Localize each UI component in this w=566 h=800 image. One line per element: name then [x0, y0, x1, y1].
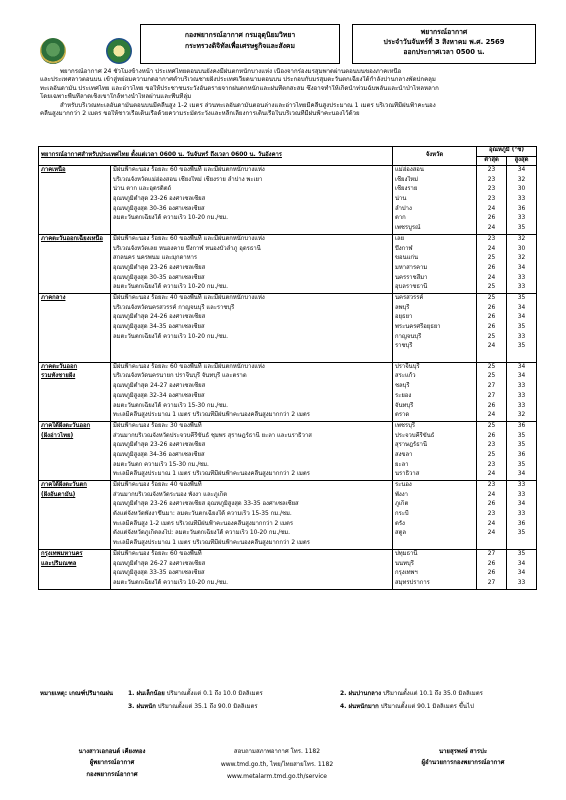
province-name-column: [393, 362, 477, 421]
min-temp-column: [477, 549, 507, 589]
max-temp: [509, 352, 534, 362]
province-name-column: [393, 549, 477, 589]
max-temp: 34: [517, 304, 526, 311]
director-name: นายสุรพงษ์ สารปะ: [438, 748, 488, 755]
province-name: เลย: [395, 235, 405, 242]
province-name: ชลบุรี: [395, 383, 410, 390]
province-name: กรุงเทพฯ: [395, 570, 418, 577]
min-temp: 26: [487, 432, 496, 439]
min-temp: 24: [487, 225, 496, 232]
max-temp: 36: [517, 520, 526, 527]
province-name: น่าน: [395, 196, 407, 203]
max-temp: 34: [517, 373, 526, 380]
min-temp: 23: [487, 511, 496, 518]
forecast-title: พยากรณ์อากาศ: [420, 28, 468, 36]
province-name: ตรัง: [395, 520, 405, 527]
min-temp: 25: [487, 294, 496, 301]
max-temp: 34: [517, 471, 526, 478]
province-name: ภูเก็ต: [395, 501, 409, 508]
rain-criteria-4: 4. ฝนหนักมาก ปริมาณตั้งแต่ 90.1 มิลลิเมตร ขึ้นไป: [340, 703, 474, 710]
min-temp: 24: [487, 491, 496, 498]
min-temp: 26: [487, 560, 496, 567]
province-name: ราชบุรี: [395, 343, 413, 350]
min-temp: 23: [487, 196, 496, 203]
region-row: [39, 421, 537, 480]
min-temp-column: [477, 362, 507, 421]
max-temp-column: [507, 481, 537, 550]
region-row: [39, 234, 537, 293]
footer-right: [388, 746, 538, 769]
province-name: สตูล: [395, 530, 407, 537]
min-temp: 24: [487, 471, 496, 478]
region-forecast: มีฝนฟ้าคะนอง ร้อยละ 30 ของพื้นที่ ส่วนมากบริเวณจังหวัดประจวบคีรีขันธ์ ชุมพร สุราษฎร์ธานี ยะลา และนราธิวาส อุณหภูมิต่ำสุด 23-26 องศาเซลเซียส อุณหภูมิสูงสุด 34-36 องศาเซลเซียส ลมตะวันตก ความเร็ว 15-30 กม./ชม. ทะเลมีคลื่นสูงประมาณ 1 เมตร บริเวณที่มีฝนฟ้าคะนองคลื่นสูงมากกว่า 2 เมตร: [111, 421, 393, 480]
min-temp: 25: [487, 451, 496, 458]
min-temp: 25: [487, 363, 496, 370]
province-name: พระนครศรีอยุธยา: [395, 324, 441, 330]
region-forecast: มีฝนฟ้าคะนอง ร้อยละ 60 ของพื้นที่ และมีฝนตกหนักบางแห่ง บริเวณจังหวัดนครนายก ปราจีนบุรี จันทบุรี และตราด อุณหภูมิต่ำสุด 24-27 องศาเซลเซียส อุณหภูมิสูงสุด 32-34 องศาเซลเซียส ลมตะวันตกเฉียงใต้ ความเร็ว 15-30 กม./ชม. ทะเลมีคลื่นสูงประมาณ 1 เมตร บริเวณที่มีฝนฟ้าคะนองคลื่นสูงมากกว่า 2 เมตร: [111, 362, 393, 421]
province-name: ประจวบคีรีขันธ์: [395, 432, 435, 439]
min-temp: 26: [487, 324, 496, 330]
province-name: ลำปาง: [395, 205, 412, 212]
min-temp: 26: [487, 264, 496, 271]
province-name: มหาสารคาม: [395, 264, 428, 271]
max-temp-column: [507, 362, 537, 421]
province-name-column: [393, 293, 477, 362]
summary-line: พยากรณ์อากาศ 24 ชั่วโมงข้างหน้า ประเทศไทยตอนบนยังคงมีฝนตกหนักบางแห่ง เนื่องจากร่องมรสุมพาดผ่านตอนบนของภาคเหนือ: [60, 68, 402, 75]
table-period-header: พยากรณ์อากาศสำหรับประเทศไทย ตั้งแต่เวลา 0600 น. วันจันทร์ ถึงเวลา 0600 น. วันอังคาร: [39, 147, 393, 166]
max-temp: 33: [517, 274, 526, 281]
summary-line: และประเทศลาวตอนบน เข้าสู่หย่อมความกดอากาศต่ำบริเวณชายฝั่งประเทศเวียดนามตอนบน ประกอบกับมรสุมตะวันตกเฉียงใต้กำลังปานกลางพัดปกคลุม: [40, 76, 436, 84]
min-temp: 24: [487, 245, 496, 252]
max-temp: 36: [517, 205, 526, 212]
rain-note-label: หมายเหตุ: เกณฑ์ปริมาณฝน: [40, 690, 113, 697]
max-temp: 33: [517, 392, 526, 399]
province-name: สมุทรปราการ: [395, 579, 430, 586]
rain-criteria-3: 3. ฝนหนัก ปริมาณตั้งแต่ 35.1 ถึง 90.0 มิลลิเมตร: [128, 703, 258, 710]
max-temp: 33: [517, 383, 526, 390]
min-temp: 25: [487, 255, 496, 262]
region-name: ภาคใต้ฝั่งตะวันตก (ฝั่งอันดามัน): [39, 481, 111, 550]
min-temp: [479, 539, 504, 549]
max-temp-column: [507, 293, 537, 362]
max-temp-column: [507, 166, 537, 235]
table-temp-header: อุณหภูมิ (°ซ): [477, 147, 537, 157]
min-temp-column: [477, 166, 507, 235]
max-temp: 33: [517, 579, 526, 586]
max-temp: 35: [517, 550, 526, 557]
min-temp: 23: [487, 167, 496, 173]
min-temp: 27: [487, 392, 496, 399]
max-temp-column: [507, 421, 537, 480]
province-name-column: [393, 481, 477, 550]
max-temp: 35: [517, 442, 526, 449]
min-temp: 24: [487, 412, 496, 419]
region-name: ภาคกลาง: [39, 293, 111, 362]
min-temp: 25: [487, 373, 496, 380]
min-temp: 25: [487, 333, 496, 340]
max-temp: 34: [517, 167, 526, 173]
region-row: [39, 293, 537, 362]
max-temp: 33: [517, 491, 526, 498]
summary-line: คลื่นสูงมากกว่า 2 เมตร ขอให้ชาวเรือเดินเรือด้วยความระมัดระวังและหลีกเลี่ยงการเดินเรือในบริเวณที่มีฝนฟ้าคะนองไว้ด้วย: [40, 110, 360, 118]
region-name: กรุงเทพมหานคร และปริมณฑล: [39, 549, 111, 589]
region-row: [39, 362, 537, 421]
province-name: นครสวรรค์: [395, 294, 424, 301]
min-temp: 23: [487, 235, 496, 242]
province-name: ระยอง: [395, 392, 412, 399]
rain-criteria-2: 2. ฝนปานกลาง ปริมาณตั้งแต่ 10.1 ถึง 35.0 มิลลิเมตร: [340, 690, 483, 697]
max-temp: 34: [517, 363, 526, 370]
province-name-column: [393, 234, 477, 293]
agency-line1: กองพยากรณ์อากาศ กรมอุตุนิยมวิทยา: [184, 31, 296, 39]
max-temp: 30: [517, 245, 526, 252]
min-temp: 23: [487, 461, 496, 468]
table-max-header: สูงสุด: [507, 157, 537, 166]
forecaster-dept: กองพยากรณ์อากาศ: [86, 770, 138, 778]
max-temp: 36: [517, 422, 526, 429]
inquiry-phone: สอบถามสภาพอากาศ โทร. 1182: [233, 748, 321, 755]
min-temp: 23: [487, 176, 496, 183]
region-name: ภาคตะวันออก รวมทั้งชายฝั่ง: [39, 362, 111, 421]
max-temp: 33: [517, 333, 526, 340]
province-name: กระบี่: [395, 511, 409, 518]
region-name: ภาคตะวันออกเฉียงเหนือ: [39, 234, 111, 293]
max-temp: 32: [517, 176, 526, 183]
region-forecast: มีฝนฟ้าคะนอง ร้อยละ 40 ของพื้นที่ และมีฝนตกหนักบางแห่ง บริเวณจังหวัดนครสวรรค์ กาญจนบุรี และราชบุรี อุณหภูมิต่ำสุด 24-26 องศาเซลเซียส อุณหภูมิสูงสุด 34-35 องศาเซลเซียส ลมตะวันตกเฉียงใต้ ความเร็ว 10-20 กม./ชม.: [111, 293, 393, 362]
province-name: ยะลา: [395, 461, 409, 468]
footer-left: [52, 746, 172, 780]
region-row: [39, 481, 537, 550]
max-temp: 33: [517, 215, 526, 222]
max-temp: 32: [517, 255, 526, 262]
max-temp: 36: [517, 451, 526, 458]
province-name: อยุธยา: [395, 314, 413, 321]
min-temp: 27: [487, 579, 496, 586]
min-temp-column: [477, 481, 507, 550]
max-temp: 35: [517, 530, 526, 537]
min-temp-column: [477, 421, 507, 480]
agency-header-box: [140, 24, 340, 64]
min-temp: 25: [487, 284, 496, 291]
region-forecast: มีฝนฟ้าคะนอง ร้อยละ 60 ของพื้นที่ อุณหภูมิต่ำสุด 26-27 องศาเซลเซียส อุณหภูมิสูงสุด 33-35 องศาเซลเซียส ลมตะวันตกเฉียงใต้ ความเร็ว 10-20 กม./ชม.: [111, 549, 393, 589]
min-temp: 23: [487, 442, 496, 449]
director-title: ผู้อำนวยการกองพยากรณ์อากาศ: [421, 759, 505, 767]
region-forecast: มีฝนฟ้าคะนอง ร้อยละ 40 ของพื้นที่ ส่วนมากบริเวณจังหวัดระนอง พังงา และภูเก็ต อุณหภูมิต่ำสุด 23-26 องศาเซลเซียส อุณหภูมิสูงสุด 33-35 องศาเซลเซียส ตั้งแต่จังหวัดพังงาขึ้นมา: ลมตะวันตกเฉียงใต้ ความเร็ว 15-35 กม./ชม. ทะเลมีคลื่นสูง 1-2 เมตร บริเวณที่มีฝนฟ้าคะนองคลื่นสูงมากกว่า 2 เมตร ตั้งแต่จังหวัดภูเก็ตลงไป: ลมตะวันตกเฉียงใต้ ความเร็ว 10-20 กม./ชม. ทะเลมีคลื่นสูงประมาณ 1 เมตร บริเวณที่มีฝนฟ้าคะนองคลื่นสูงมากกว่า 2 เมตร: [111, 481, 393, 550]
province-name: เชียงราย: [395, 186, 418, 193]
max-temp: 34: [517, 264, 526, 271]
province-name: [395, 352, 474, 362]
summary-line: สำหรับบริเวณทะเลอันดามันตอนบนมีคลื่นสูง 1-2 เมตร ส่วนทะเลอันดามันตอนล่างและอ่าวไทยมีคลื่นสูงประมาณ 1 เมตร บริเวณที่มีฝนฟ้าคะนอง: [60, 101, 436, 109]
summary-line: โดยเฉพาะพื้นที่ลาดเชิงเขาใกล้ทางน้ำไหลผ่านและพื้นที่ลุ่ม: [40, 93, 192, 101]
max-temp: 35: [517, 294, 526, 301]
province-name: ปราจีนบุรี: [395, 363, 420, 370]
max-temp: 34: [517, 570, 526, 577]
province-name: จันทบุรี: [395, 402, 414, 409]
website-link[interactable]: www.tmd.go.th, ไทย/ไทยสายโทร. 1182: [220, 760, 334, 768]
province-name: บึงกาฬ: [395, 245, 413, 252]
min-temp: 26: [487, 402, 496, 409]
min-temp: 27: [487, 383, 496, 390]
min-temp: 26: [487, 304, 496, 311]
min-temp: 24: [487, 520, 496, 527]
province-name-column: [393, 166, 477, 235]
province-name: ตราด: [395, 412, 410, 419]
min-temp: 26: [487, 215, 496, 222]
forecaster-name: นางสาวเอกอนต์ เคียงทอง: [78, 748, 146, 755]
min-temp: 24: [487, 530, 496, 537]
min-temp: 26: [487, 314, 496, 321]
region-name: ภาคเหนือ: [39, 166, 111, 235]
summary-line: ทะเลอันดามัน ประเทศไทย และอ่าวไทย ขอให้ประชาชนระวังอันตรายจากฝนตกหนักและฝนที่ตกสะสม ซึ่งอาจทำให้เกิดน้ำท่วมฉับพลันและน้ำป่าไหลหลาก: [40, 84, 439, 92]
min-temp-column: [477, 234, 507, 293]
rain-criteria-1: 1. ฝนเล็กน้อย ปริมาณตั้งแต่ 0.1 ถึง 10.0 มิลลิเมตร: [128, 690, 263, 697]
max-temp-column: [507, 549, 537, 589]
province-name: เพชรบูรณ์: [395, 225, 421, 232]
min-temp: 24: [487, 205, 496, 212]
province-name: ปทุมธานี: [395, 550, 418, 557]
max-temp: 32: [517, 412, 526, 419]
province-name: [395, 539, 474, 549]
agency-line2: กระทรวงดิจิทัลเพื่อเศรษฐกิจและสังคม: [185, 41, 295, 50]
min-temp: 23: [487, 186, 496, 193]
min-temp: 24: [487, 343, 496, 350]
province-name: เชียงใหม่: [395, 176, 418, 183]
province-name: อุบลราชธานี: [395, 284, 428, 291]
forecast-table: [38, 146, 537, 590]
min-temp: 27: [487, 550, 496, 557]
table-province-header: จังหวัด: [393, 147, 477, 166]
max-temp: 35: [517, 461, 526, 468]
issue-time: ออกประกาศเวลา 0500 น.: [403, 48, 485, 57]
table-min-header: ต่ำสุด: [477, 157, 507, 166]
tmd-logo: [40, 38, 66, 64]
region-forecast: มีฝนฟ้าคะนอง ร้อยละ 60 ของพื้นที่ และมีฝนตกหนักบางแห่ง บริเวณจังหวัดเลย หนองคาย บึงกาฬ หนองบัวลำภู อุดรธานี สกลนคร นครพนม และมุกดาหาร อุณหภูมิต่ำสุด 23-26 องศาเซลเซียส อุณหภูมิสูงสุด 30-35 องศาเซลเซียส ลมตะวันตกเฉียงใต้ ความเร็ว 10-20 กม./ชม.: [111, 234, 393, 293]
max-temp: 35: [517, 324, 526, 330]
region-name: ภาคใต้ฝั่งตะวันออก (ฝั่งอ่าวไทย): [39, 421, 111, 480]
region-row: [39, 166, 537, 235]
min-temp: 23: [487, 482, 496, 488]
min-temp: 25: [487, 422, 496, 429]
forecaster-title: ผู้พยากรณ์อากาศ: [89, 759, 135, 767]
province-name: นราธิวาส: [395, 471, 420, 478]
max-temp: 33: [517, 482, 526, 488]
max-temp: 33: [517, 511, 526, 518]
max-temp: 35: [517, 343, 526, 350]
province-name: แม่ฮ่องสอน: [395, 167, 424, 173]
max-temp: 34: [517, 560, 526, 567]
province-name-column: [393, 421, 477, 480]
max-temp-column: [507, 234, 537, 293]
forecast-date: ประจำวันจันทร์ที่ 3 สิงหาคม พ.ศ. 2569: [383, 38, 505, 47]
max-temp: 34: [517, 501, 526, 508]
min-temp: 24: [487, 274, 496, 281]
province-name: เพชรบุรี: [395, 422, 415, 429]
min-temp-column: [477, 293, 507, 362]
max-temp: 34: [517, 314, 526, 321]
province-name: ขอนแก่น: [395, 255, 418, 262]
province-name: กาญจนบุรี: [395, 333, 422, 340]
forecast-summary: [40, 68, 530, 118]
footer-center: [182, 746, 372, 784]
province-name: สระแก้ว: [395, 373, 416, 380]
metalarm-link[interactable]: www.metalarm.tmd.go.th/service: [227, 773, 327, 781]
max-temp: 32: [517, 235, 526, 242]
min-temp: 26: [487, 501, 496, 508]
forecast-header-box: [352, 24, 536, 64]
province-name: นนทบุรี: [395, 560, 414, 567]
max-temp: 33: [517, 196, 526, 203]
ministry-logo: [106, 38, 132, 64]
max-temp: [509, 539, 534, 549]
region-row: [39, 549, 537, 589]
province-name: พังงา: [395, 491, 408, 498]
max-temp: 33: [517, 402, 526, 409]
province-name: ตาก: [395, 215, 406, 222]
province-name: นครราชสีมา: [395, 274, 428, 281]
max-temp: 35: [517, 432, 526, 439]
min-temp: [479, 352, 504, 362]
region-forecast: มีฝนฟ้าคะนอง ร้อยละ 60 ของพื้นที่ และมีฝนตกหนักบางแห่ง บริเวณจังหวัดแม่ฮ่องสอน เชียงใหม่ เชียงราย ลำปาง พะเยา น่าน ตาก และอุตรดิตถ์ อุณหภูมิต่ำสุด 23-26 องศาเซลเซียส อุณหภูมิสูงสุด 30-36 องศาเซลเซียส ลมตะวันตกเฉียงใต้ ความเร็ว 10-20 กม./ชม.: [111, 166, 393, 235]
province-name: สงขลา: [395, 451, 413, 458]
max-temp: 30: [517, 186, 526, 193]
max-temp: 33: [517, 284, 526, 291]
province-name: สุราษฎร์ธานี: [395, 442, 428, 449]
province-name: ลพบุรี: [395, 304, 410, 311]
min-temp: 26: [487, 570, 496, 577]
max-temp: 35: [517, 225, 526, 232]
province-name: ระนอง: [395, 482, 412, 488]
